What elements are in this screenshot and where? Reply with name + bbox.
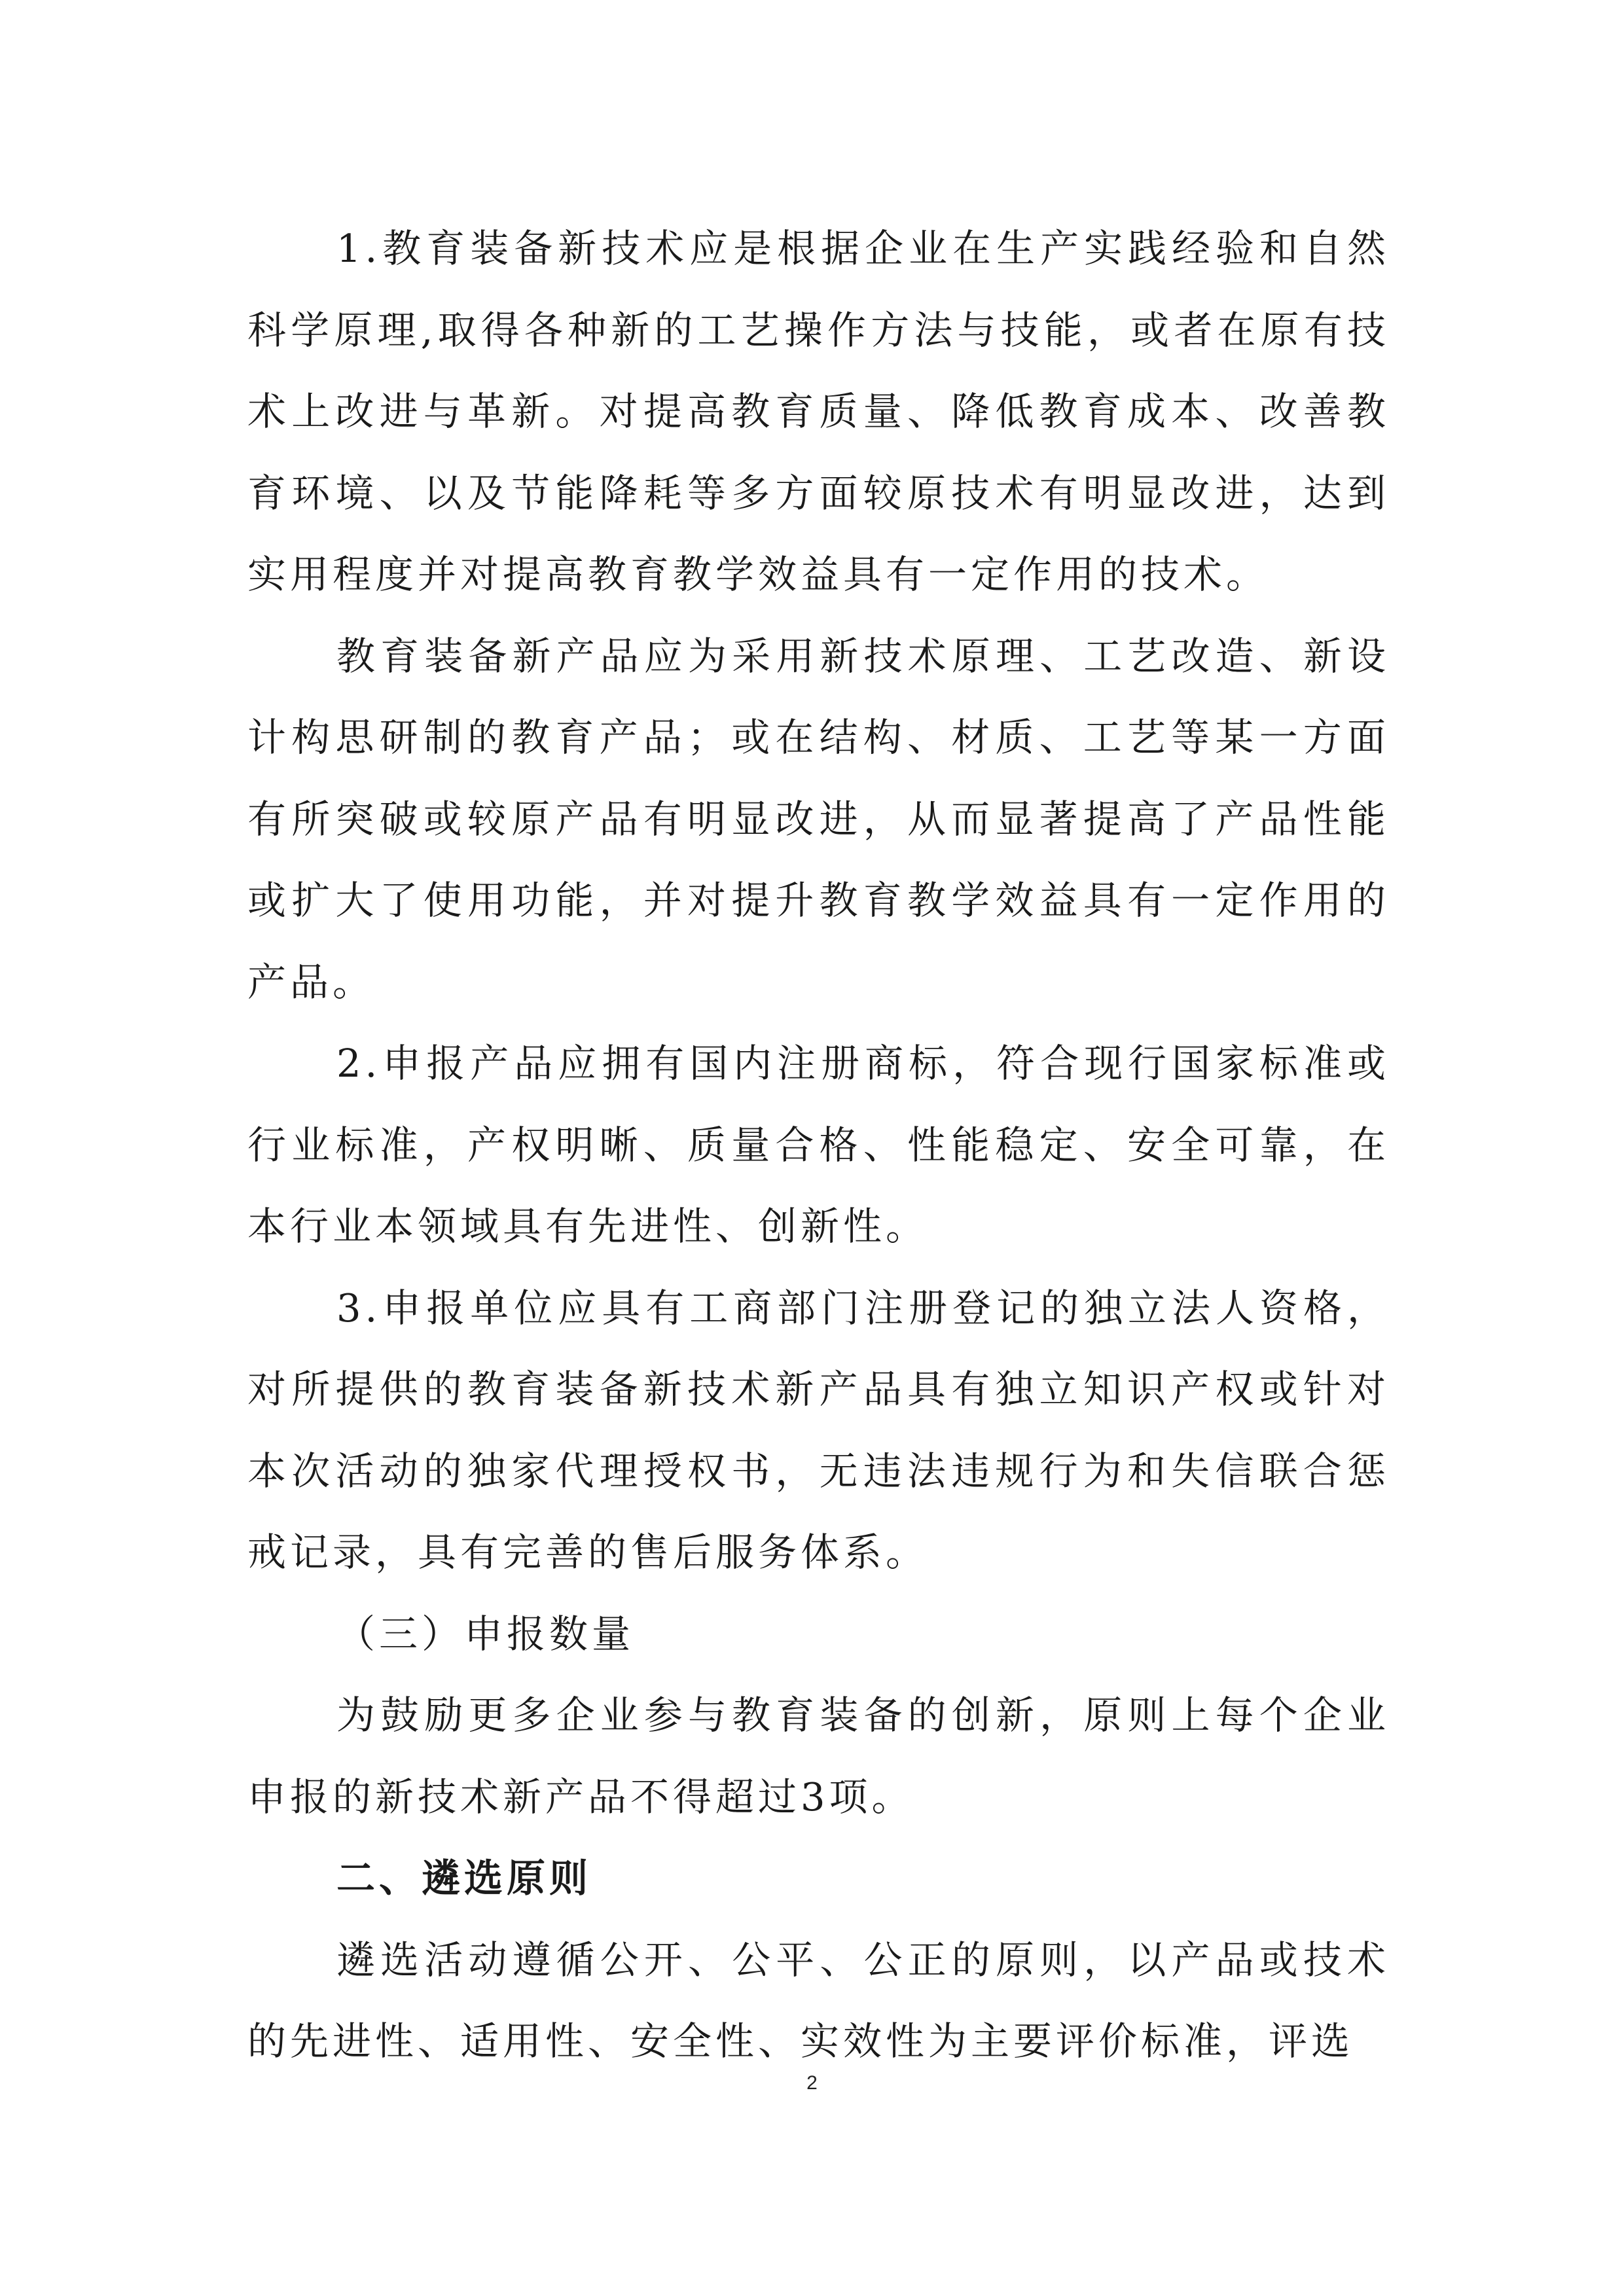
paragraph-new-product-definition: 教育装备新产品应为采用新技术原理、工艺改造、新设计构思研制的教育产品；或在结构、材质、工艺等某一方面有所突破或较原产品有明显改进，从而显著提高了产品性能或扩大了使用功能，并对提升教育教学效益具有一定作用的产品。 [247,633,1390,1005]
subheading-application-quantity: （三）申报数量 [336,1611,635,1657]
page-number: 2 [806,2072,818,2094]
section-heading-selection-principles: 二、遴选原则 [336,1856,592,1901]
paragraph-applicant-qualification: 3.申报单位应具有工商部门注册登记的独立法人资格，对所提供的教育装备新技术新产品具有独立知识产权或针对本次活动的独家代理授权书，无违法违规行为和失信联合惩戒记录，具有完善的售后服务体系。 [247,1285,1390,1575]
paragraph-quantity-limit: 为鼓励更多企业参与教育装备的创新，原则上每个企业申报的新技术新产品不得超过3项。 [247,1693,1390,1820]
paragraph-selection-principles: 遴选活动遵循公开、公平、公正的原则，以产品或技术的先进性、适用性、安全性、实效性为主要评价标准，评选 [247,1937,1390,2064]
paragraph-trademark-requirement: 2.申报产品应拥有国内注册商标，符合现行国家标准或行业标准，产权明晰、质量合格、性能稳定、安全可靠，在本行业本领域具有先进性、创新性。 [247,1041,1390,1249]
document-body [247,208,1390,2083]
paragraph-new-technology-definition: 1.教育装备新技术应是根据企业在生产实践经验和自然科学原理,取得各种新的工艺操作方法与技能，或者在原有技术上改进与革新。对提高教育质量、降低教育成本、改善教育环境、以及节能降耗等多方面较原技术有明显改进，达到实用程度并对提高教育教学效益具有一定作用的技术。 [247,226,1390,597]
